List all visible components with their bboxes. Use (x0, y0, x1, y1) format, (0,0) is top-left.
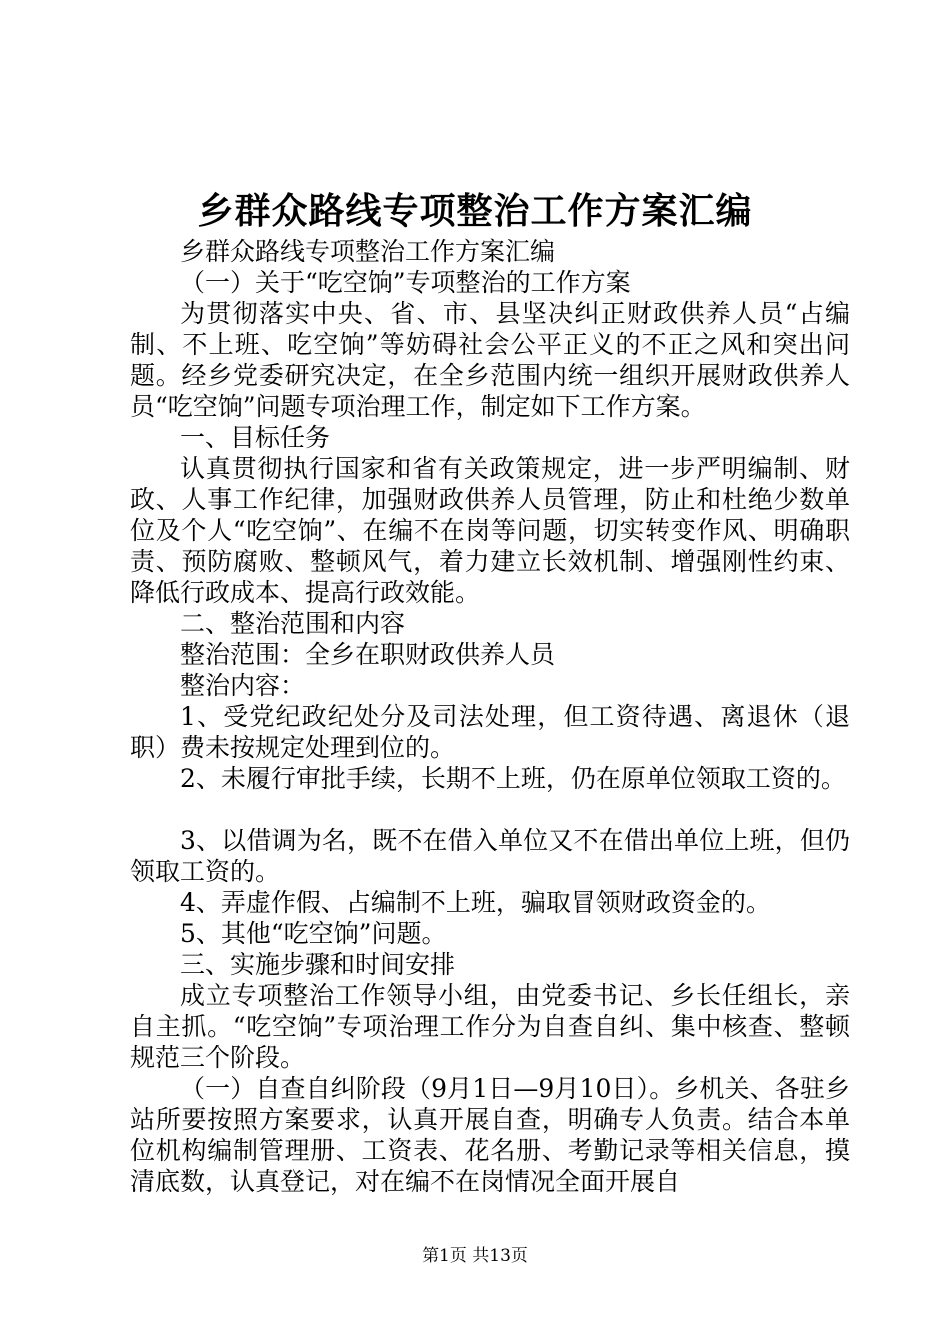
paragraph: 乡群众路线专项整治工作方案汇编 (180, 237, 556, 266)
list-item: 5、其他“吃空饷”问题。 (180, 919, 447, 948)
paragraph: 整治范围：全乡在职财政供养人员 (180, 640, 556, 669)
blank-line (130, 794, 850, 825)
document-title: 乡群众路线专项整治工作方案汇编 (197, 191, 753, 232)
section-heading: 一、目标任务 (180, 423, 331, 452)
page-number: 第1页 共13页 (422, 1246, 528, 1266)
list-item: 3、以借调为名，既不在借入单位又不在借出单位上班，但仍领取工资的。 (130, 826, 850, 886)
paragraph: 认真贯彻执行国家和省有关政策规定，进一步严明编制、财政、人事工作纪律，加强财政供养人员管理，防止和杜绝少数单位及个人“吃空饷”、在编不在岗等问题，切实转变作风、明确职责、预防腐败、整顿风气，着力建立长效机制、增强刚性约束、降低行政成本、提高行政效能。 (130, 454, 850, 607)
list-item: 2、未履行审批手续，长期不上班，仍在原单位领取工资的。 (180, 764, 846, 793)
paragraph: 为贯彻落实中央、省、市、县坚决纠正财政供养人员“占编制、不上班、吃空饷”等妨碍社会公平正义的不正之风和突出问题。经乡党委研究决定，在全乡范围内统一组织开展财政供养人员“吃空饷”问题专项治理工作，制定如下工作方案。 (130, 299, 850, 421)
list-item: 4、弄虚作假、占编制不上班，骗取冒领财政资金的。 (180, 888, 771, 917)
section-heading: 二、整治范围和内容 (180, 609, 406, 638)
paragraph: （一）自查自纠阶段（9月1日—9月10日）。乡机关、各驻乡站所要按照方案要求，认真开展自查，明确专人负责。结合本单位机构编制管理册、工资表、花名册、考勤记录等相关信息，摸清底数，认真登记，对在编不在岗情况全面开展自 (130, 1074, 850, 1196)
section-heading: 三、实施步骤和时间安排 (180, 950, 456, 979)
document-body (130, 236, 850, 1197)
paragraph: 整治内容： (180, 671, 306, 700)
paragraph: 成立专项整治工作领导小组，由党委书记、乡长任组长，亲自主抓。“吃空饷”专项治理工作分为自查自纠、集中核查、整顿规范三个阶段。 (130, 981, 850, 1072)
list-item: 1、受党纪政纪处分及司法处理，但工资待遇、离退休（退职）费未按规定处理到位的。 (130, 702, 850, 762)
paragraph: （一）关于“吃空饷”专项整治的工作方案 (180, 268, 631, 297)
